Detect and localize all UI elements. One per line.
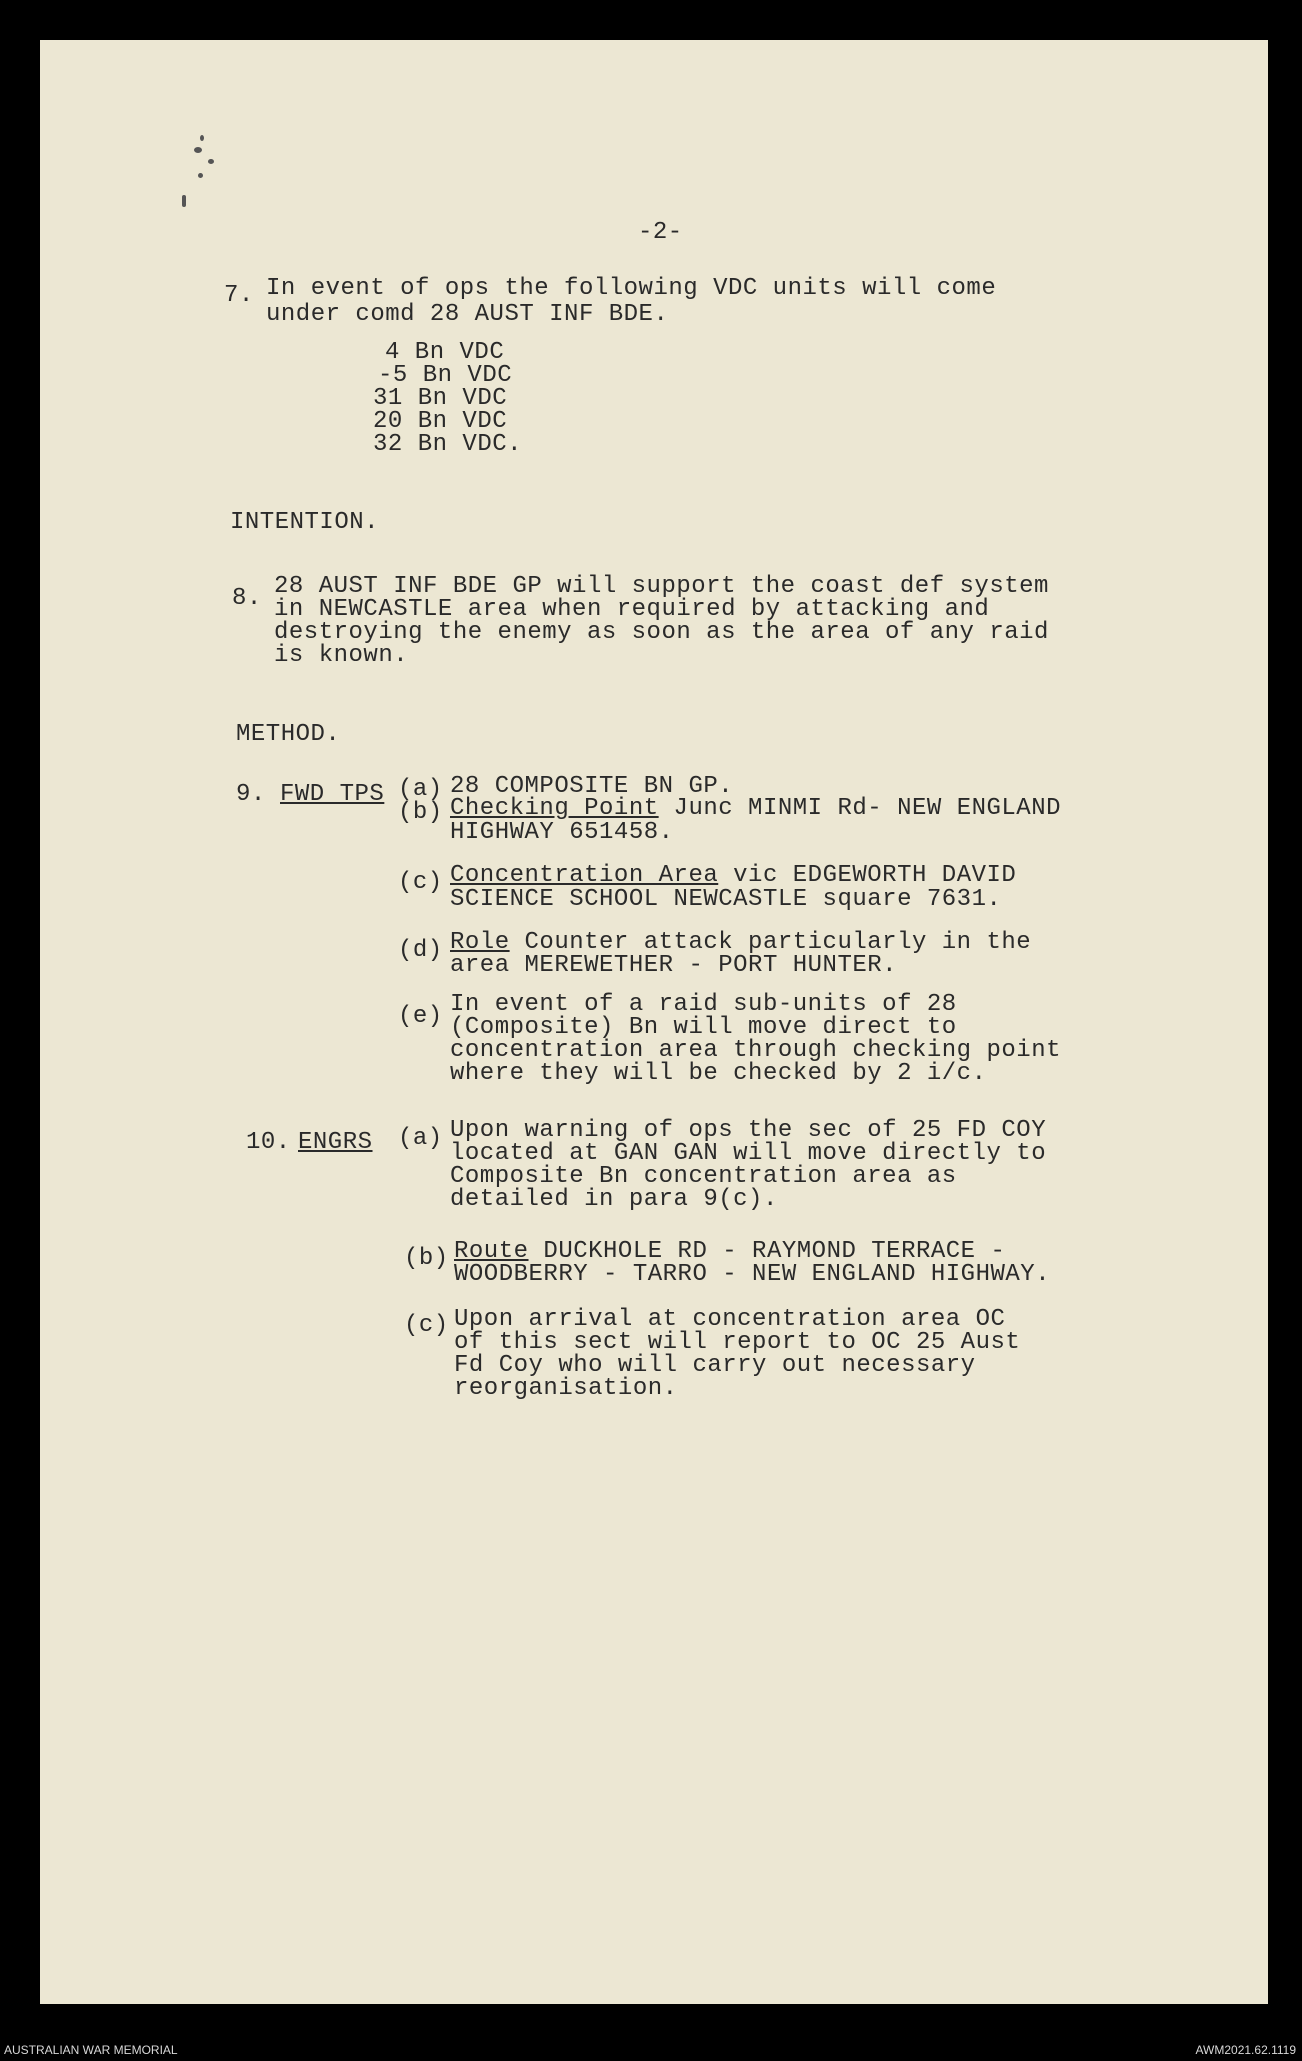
para9-d-text: Counter attack particularly in the xyxy=(509,929,1032,956)
para9-e-line: In event of a raid sub-units of 28 xyxy=(450,991,957,1018)
para9-e-line: where they will be checked by 2 i/c. xyxy=(450,1060,987,1087)
para9-c-label: (c) xyxy=(398,869,443,896)
para10-number: 10. xyxy=(246,1129,291,1156)
para10-c-line: Fd Coy who will carry out necessary xyxy=(454,1352,976,1379)
para10-b-key: Route xyxy=(454,1238,529,1265)
para10-a-line: Upon warning of ops the sec of 25 FD COY xyxy=(450,1117,1047,1144)
para8-line: 28 AUST INF BDE GP will support the coast def system xyxy=(274,573,1049,600)
para9-a-label: (a) xyxy=(398,776,443,803)
vdc-unit: 32 Bn VDC. xyxy=(373,431,523,458)
para9-e-label: (e) xyxy=(398,1003,443,1030)
para10-b-line2: WOODBERRY - TARRO - NEW ENGLAND HIGHWAY. xyxy=(454,1261,1051,1288)
para10-a-label: (a) xyxy=(398,1125,443,1152)
para8-line: is known. xyxy=(274,642,409,669)
para9-e-line: concentration area through checking point xyxy=(450,1037,1061,1064)
para7-line2: under comd 28 AUST INF BDE. xyxy=(266,301,669,328)
para9-a-text: 28 COMPOSITE BN GP. xyxy=(450,773,734,800)
para9-b-label: (b) xyxy=(398,799,443,826)
page-number: -2- xyxy=(638,219,683,246)
para9-d-label: (d) xyxy=(398,937,443,964)
document-page xyxy=(40,40,1268,2004)
para9-d-key: Role xyxy=(450,929,510,956)
footer-source: AUSTRALIAN WAR MEMORIAL xyxy=(4,2043,178,2057)
para8-number: 8. xyxy=(232,585,262,612)
para10-b-text: DUCKHOLE RD - RAYMOND TERRACE - xyxy=(528,1238,1006,1265)
vdc-unit: 20 Bn VDC xyxy=(373,408,508,435)
para10-b-label: (b) xyxy=(404,1245,449,1272)
para8-line: destroying the enemy as soon as the area of any raid xyxy=(274,619,1049,646)
footer-reference: AWM2021.62.1119 xyxy=(1195,2043,1296,2057)
vdc-unit: 31 Bn VDC xyxy=(373,385,508,412)
para9-e-line: (Composite) Bn will move direct to xyxy=(450,1014,957,1041)
para8-line: in NEWCASTLE area when required by attacking and xyxy=(274,596,990,623)
para9-c-text: vic EDGEWORTH DAVID xyxy=(718,862,1017,889)
para9-b-line2: HIGHWAY 651458. xyxy=(450,819,674,846)
para10-c-line: Upon arrival at concentration area OC xyxy=(454,1306,1006,1333)
para10-c-label: (c) xyxy=(404,1312,449,1339)
para9-c-line2: SCIENCE SCHOOL NEWCASTLE square 7631. xyxy=(450,886,1002,913)
para10-a-line: detailed in para 9(c). xyxy=(450,1186,778,1213)
para10-c-line: reorganisation. xyxy=(454,1375,678,1402)
vdc-unit: 4 Bn VDC xyxy=(385,339,505,366)
para9-number: 9. xyxy=(236,781,266,808)
para7-line1: In event of ops the following VDC units will come xyxy=(266,275,997,302)
para10-c-line: of this sect will report to OC 25 Aust xyxy=(454,1329,1021,1356)
para9-title: FWD TPS xyxy=(280,781,385,808)
para7-number: 7. xyxy=(224,282,254,309)
para10-a-line: located at GAN GAN will move directly to xyxy=(450,1140,1047,1167)
para10-title: ENGRS xyxy=(298,1129,373,1156)
method-heading: METHOD. xyxy=(236,721,341,748)
vdc-unit: -5 Bn VDC xyxy=(378,362,513,389)
para9-d-line2: area MEREWETHER - PORT HUNTER. xyxy=(450,952,898,979)
para9-b-text: Junc MINMI Rd- NEW ENGLAND xyxy=(658,795,1062,822)
para9-c-key: Concentration Area xyxy=(450,862,719,889)
intention-heading: INTENTION. xyxy=(230,509,380,536)
para10-a-line: Composite Bn concentration area as xyxy=(450,1163,957,1190)
para9-b-key: Checking Point xyxy=(450,795,659,822)
